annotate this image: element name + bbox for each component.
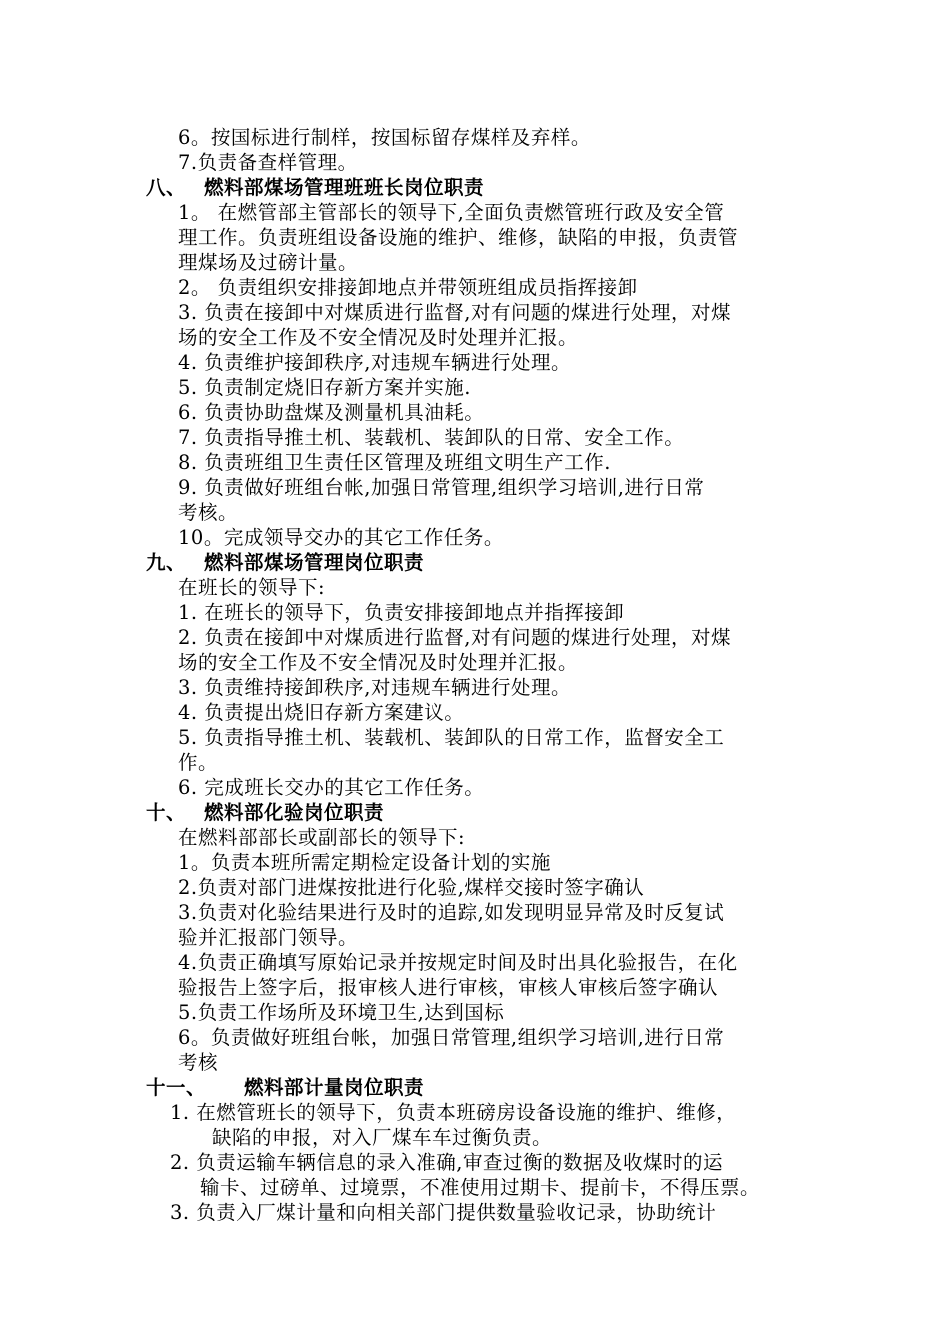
section-8-line: 场的安全工作及不安全情况及时处理并汇报。 xyxy=(178,326,579,349)
section-8-line: 3. 负责在接卸中对煤质进行监督,对有问题的煤进行处理，对煤 xyxy=(178,301,732,324)
section-10-line: 4.负责正确填写原始记录并按规定时间及时出具化验报告，在化 xyxy=(178,951,738,974)
section-8-number: 八、 xyxy=(146,176,187,199)
section-8-line: 考核。 xyxy=(178,501,239,524)
section-8-line: 6. 负责协助盘煤及测量机具油耗。 xyxy=(178,401,485,424)
section-9-line: 1. 在班长的领导下，负责安排接卸地点并指挥接卸 xyxy=(178,601,625,624)
section-10-line: 5.负责工作场所及环境卫生,达到国标 xyxy=(178,1001,505,1024)
section-8-line: 5. 负责制定烧旧存新方案并实施. xyxy=(178,376,472,399)
section-10-line: 考核 xyxy=(178,1051,219,1074)
section-9-line: 4. 负责提出烧旧存新方案建议。 xyxy=(178,701,465,724)
section-8-line: 2。 负责组织安排接卸地点并带领班组成员指挥接卸 xyxy=(178,276,638,299)
section-9-line: 3. 负责维持接卸秩序,对违规车辆进行处理。 xyxy=(178,676,572,699)
section-10-line: 在燃料部部长或副部长的领导下: xyxy=(178,826,466,849)
section-11-line: 1. 在燃管班长的领导下，负责本班磅房设备设施的维护、维修， xyxy=(170,1101,737,1124)
section-11-line: 3. 负责入厂煤计量和向相关部门提供数量验收记录，协助统计 xyxy=(170,1201,717,1224)
section-8-line: 9. 负责做好班组台帐,加强日常管理,组织学习培训,进行日常 xyxy=(178,476,705,499)
section-9-title: 燃料部煤场管理岗位职责 xyxy=(204,551,425,574)
section-11-title: 燃料部计量岗位职责 xyxy=(244,1076,425,1099)
section-8-line: 10。完成领导交办的其它工作任务。 xyxy=(178,526,504,549)
section-8-line: 8. 负责班组卫生责任区管理及班组文明生产工作. xyxy=(178,451,612,474)
section-10-heading xyxy=(146,800,384,825)
section-8-line: 理工作。负责班组设备设施的维护、维修，缺陷的申报，负责管 xyxy=(178,226,739,249)
section-9-line: 场的安全工作及不安全情况及时处理并汇报。 xyxy=(178,651,579,674)
section-9-line: 作。 xyxy=(178,751,219,774)
section-10-line: 1。负责本班所需定期检定设备计划的实施 xyxy=(178,851,551,874)
section-9-heading xyxy=(146,550,424,575)
section-10-number: 十、 xyxy=(146,801,187,824)
section-11-line: 2. 负责运输车辆信息的录入准确,审查过衡的数据及收煤时的运 xyxy=(170,1151,724,1174)
section-10-line: 验并汇报部门领导。 xyxy=(178,926,359,949)
section-8-line: 1。 在燃管部主管部长的领导下,全面负责燃管班行政及安全管 xyxy=(178,201,725,224)
section-9-line: 在班长的领导下: xyxy=(178,576,326,599)
section-9-line: 5. 负责指导推土机、装载机、装卸队的日常工作，监督安全工 xyxy=(178,726,725,749)
section-7-item-6: 6。按国标进行制样，按国标留存煤样及弃样。 xyxy=(178,126,591,149)
section-8-heading xyxy=(146,175,484,200)
section-10-line: 6。负责做好班组台帐，加强日常管理,组织学习培训,进行日常 xyxy=(178,1026,725,1049)
section-9-line: 2. 负责在接卸中对煤质进行监督,对有问题的煤进行处理，对煤 xyxy=(178,626,732,649)
section-9-line: 6. 完成班长交办的其它工作任务。 xyxy=(178,776,485,799)
section-8-line: 理煤场及过磅计量。 xyxy=(178,251,359,274)
section-10-title: 燃料部化验岗位职责 xyxy=(204,801,385,824)
section-11-number: 十一、 xyxy=(146,1076,207,1099)
section-7-item-7: 7.负责备查样管理。 xyxy=(178,151,358,174)
section-10-line: 2.负责对部门进煤按批进行化验,煤样交接时签字确认 xyxy=(178,876,645,899)
section-8-line: 4. 负责维护接卸秩序,对违规车辆进行处理。 xyxy=(178,351,572,374)
section-10-line: 验报告上签字后，报审核人进行审核，审核人审核后签字确认 xyxy=(178,976,719,999)
section-11-heading xyxy=(146,1075,424,1100)
section-11-line: 缺陷的申报，对入厂煤车车过衡负责。 xyxy=(212,1126,553,1149)
section-10-line: 3.负责对化验结果进行及时的追踪,如发现明显异常及时反复试 xyxy=(178,901,725,924)
section-8-title: 燃料部煤场管理班班长岗位职责 xyxy=(204,176,485,199)
section-8-line: 7. 负责指导推土机、装载机、装卸队的日常、安全工作。 xyxy=(178,426,685,449)
section-11-line: 输卡、过磅单、过境票，不准使用过期卡、提前卡，不得压票。 xyxy=(200,1176,761,1199)
section-9-number: 九、 xyxy=(146,551,187,574)
